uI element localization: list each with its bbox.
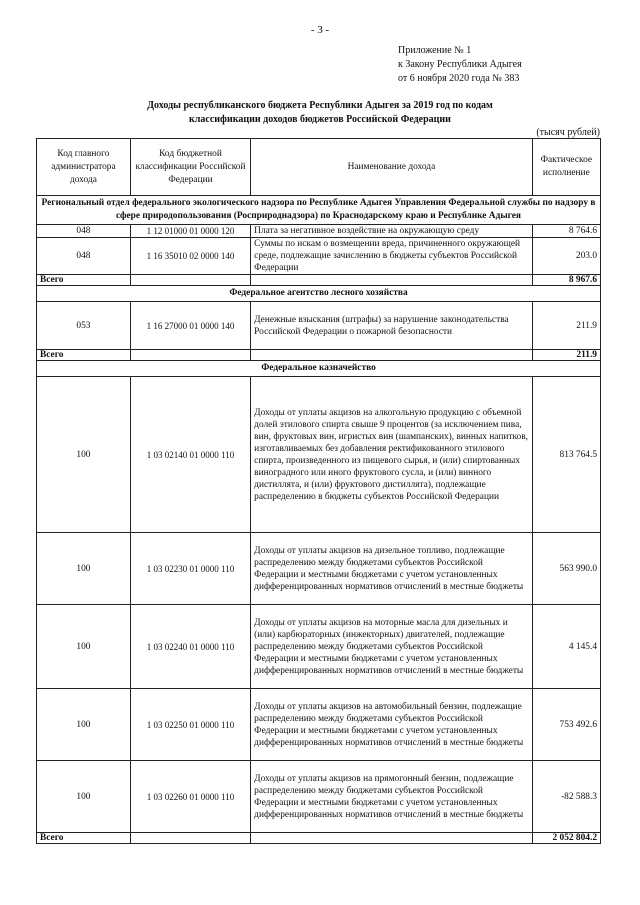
fact-value-cell: 813 764.5 [532, 377, 600, 533]
header-fact: Фактическое исполнение [532, 139, 600, 196]
page-number: - 3 - [310, 24, 330, 36]
budget-code-cell: 1 03 02260 01 0000 110 [130, 761, 250, 833]
income-name-cell: Суммы по искам о возмещении вреда, причиненного окружающей среде, подлежащие зачислению в бюджеты субъектов Российской Федерации [251, 238, 532, 275]
total-row [37, 350, 601, 361]
admin-code-cell: 100 [37, 533, 131, 605]
budget-code-cell: 1 16 27000 01 0000 140 [130, 302, 250, 350]
appendix-line: от 6 ноября 2020 года № 383 [398, 73, 520, 84]
total-empty-cell [130, 350, 250, 361]
admin-code-cell: 100 [37, 605, 131, 689]
section-row [37, 196, 601, 225]
table-body [37, 196, 601, 844]
fact-value-cell: 563 990.0 [532, 533, 600, 605]
table-row [37, 605, 601, 689]
budget-code-cell: 1 12 01000 01 0000 120 [130, 225, 250, 238]
total-empty-cell [251, 833, 532, 844]
income-name-cell: Плата за негативное воздействие на окружающую среду [251, 225, 532, 238]
table-row [37, 689, 601, 761]
admin-code-cell: 100 [37, 377, 131, 533]
total-label: Всего [37, 833, 131, 844]
section-row [37, 286, 601, 302]
total-empty-cell [130, 833, 250, 844]
budget-code-cell: 1 03 02240 01 0000 110 [130, 605, 250, 689]
budget-code-cell: 1 03 02140 01 0000 110 [130, 377, 250, 533]
total-value: 8 967.6 [532, 275, 600, 286]
income-name-cell: Доходы от уплаты акцизов на автомобильный бензин, подлежащие распределению между бюджетами субъектов Российской Федерации и местными бюджетами с учетом установленных дифференцированных нормативов отчислений в местные бюджеты [251, 689, 532, 761]
budget-code-cell: 1 03 02250 01 0000 110 [130, 689, 250, 761]
income-name-cell: Денежные взыскания (штрафы) за нарушение законодательства Российской Федерации о пожарной безопасности [251, 302, 532, 350]
section-title: Федеральное казначейство [37, 361, 601, 377]
section-title: Федеральное агентство лесного хозяйства [37, 286, 601, 302]
total-label: Всего [37, 350, 131, 361]
fact-value-cell: 4 145.4 [532, 605, 600, 689]
appendix-line: Приложение № 1 [398, 45, 472, 56]
units-label: (тысяч рублей) [536, 127, 600, 138]
total-row [37, 833, 601, 844]
total-value: 211.9 [532, 350, 600, 361]
admin-code-cell: 048 [37, 225, 131, 238]
revenue-table [36, 138, 601, 844]
header-budget-code: Код бюджетной классификации Российской Федерации [130, 139, 250, 196]
appendix-block [398, 44, 522, 86]
admin-code-cell: 048 [37, 238, 131, 275]
table-row [37, 225, 601, 238]
total-value: 2 052 804.2 [532, 833, 600, 844]
income-name-cell: Доходы от уплаты акцизов на алкогольную продукцию с объемной долей этилового спирта свыше 9 процентов (за исключением пива, вин, фруктовых вин, игристых вин (шампанских), винных напитков, изготавливаемых без добавления ректификованного этилового спирта, произведенного из пищевого сырья, и (или) спиртованных виноградного или иного фруктового сусла, и (или) винного дистиллята, и (или) фруктового дистиллята), подлежащие распределению в бюджеты субъектов Российской Федерации [251, 377, 532, 533]
total-label: Всего [37, 275, 131, 286]
budget-code-cell: 1 03 02230 01 0000 110 [130, 533, 250, 605]
income-name-cell: Доходы от уплаты акцизов на прямогонный бензин, подлежащие распределению между бюджетами субъектов Российской Федерации и местными бюджетами с учетом установленных дифференцированных нормативов отчислений в местные бюджеты [251, 761, 532, 833]
table-row [37, 533, 601, 605]
table-row [37, 761, 601, 833]
table-row [37, 302, 601, 350]
title-line: Доходы республиканского бюджета Республики Адыгея за 2019 год по кодам [147, 100, 493, 111]
document-title [60, 99, 580, 127]
header-admin-code: Код главного администратора дохода [37, 139, 131, 196]
table-header-row [37, 139, 601, 196]
fact-value-cell: 211.9 [532, 302, 600, 350]
fact-value-cell: 753 492.6 [532, 689, 600, 761]
fact-value-cell: 8 764.6 [532, 225, 600, 238]
income-name-cell: Доходы от уплаты акцизов на моторные масла для дизельных и (или) карбюраторных (инжекторных) двигателей, подлежащие распределению между бюджетами субъектов Российской Федерации и местными бюджетами с учетом установленных дифференцированных нормативов отчислений в местные бюджеты [251, 605, 532, 689]
table-row [37, 238, 601, 275]
fact-value-cell: 203.0 [532, 238, 600, 275]
title-line: классификации доходов бюджетов Российской Федерации [189, 114, 451, 125]
header-name: Наименование дохода [251, 139, 532, 196]
income-name-cell: Доходы от уплаты акцизов на дизельное топливо, подлежащие распределению между бюджетами субъектов Российской Федерации и местными бюджетами с учетом установленных дифференцированных нормативов отчислений в местные бюджеты [251, 533, 532, 605]
table-row [37, 377, 601, 533]
budget-code-cell: 1 16 35010 02 0000 140 [130, 238, 250, 275]
appendix-line: к Закону Республики Адыгея [398, 59, 522, 70]
section-title: Региональный отдел федерального экологического надзора по Республике Адыгея Управления Федеральной службы по надзору в сфере природопользования (Росприроднадзора) по Краснодарскому краю и Республике Адыгея [37, 196, 601, 225]
admin-code-cell: 053 [37, 302, 131, 350]
admin-code-cell: 100 [37, 761, 131, 833]
total-row [37, 275, 601, 286]
section-row [37, 361, 601, 377]
total-empty-cell [130, 275, 250, 286]
fact-value-cell: -82 588.3 [532, 761, 600, 833]
total-empty-cell [251, 350, 532, 361]
admin-code-cell: 100 [37, 689, 131, 761]
total-empty-cell [251, 275, 532, 286]
